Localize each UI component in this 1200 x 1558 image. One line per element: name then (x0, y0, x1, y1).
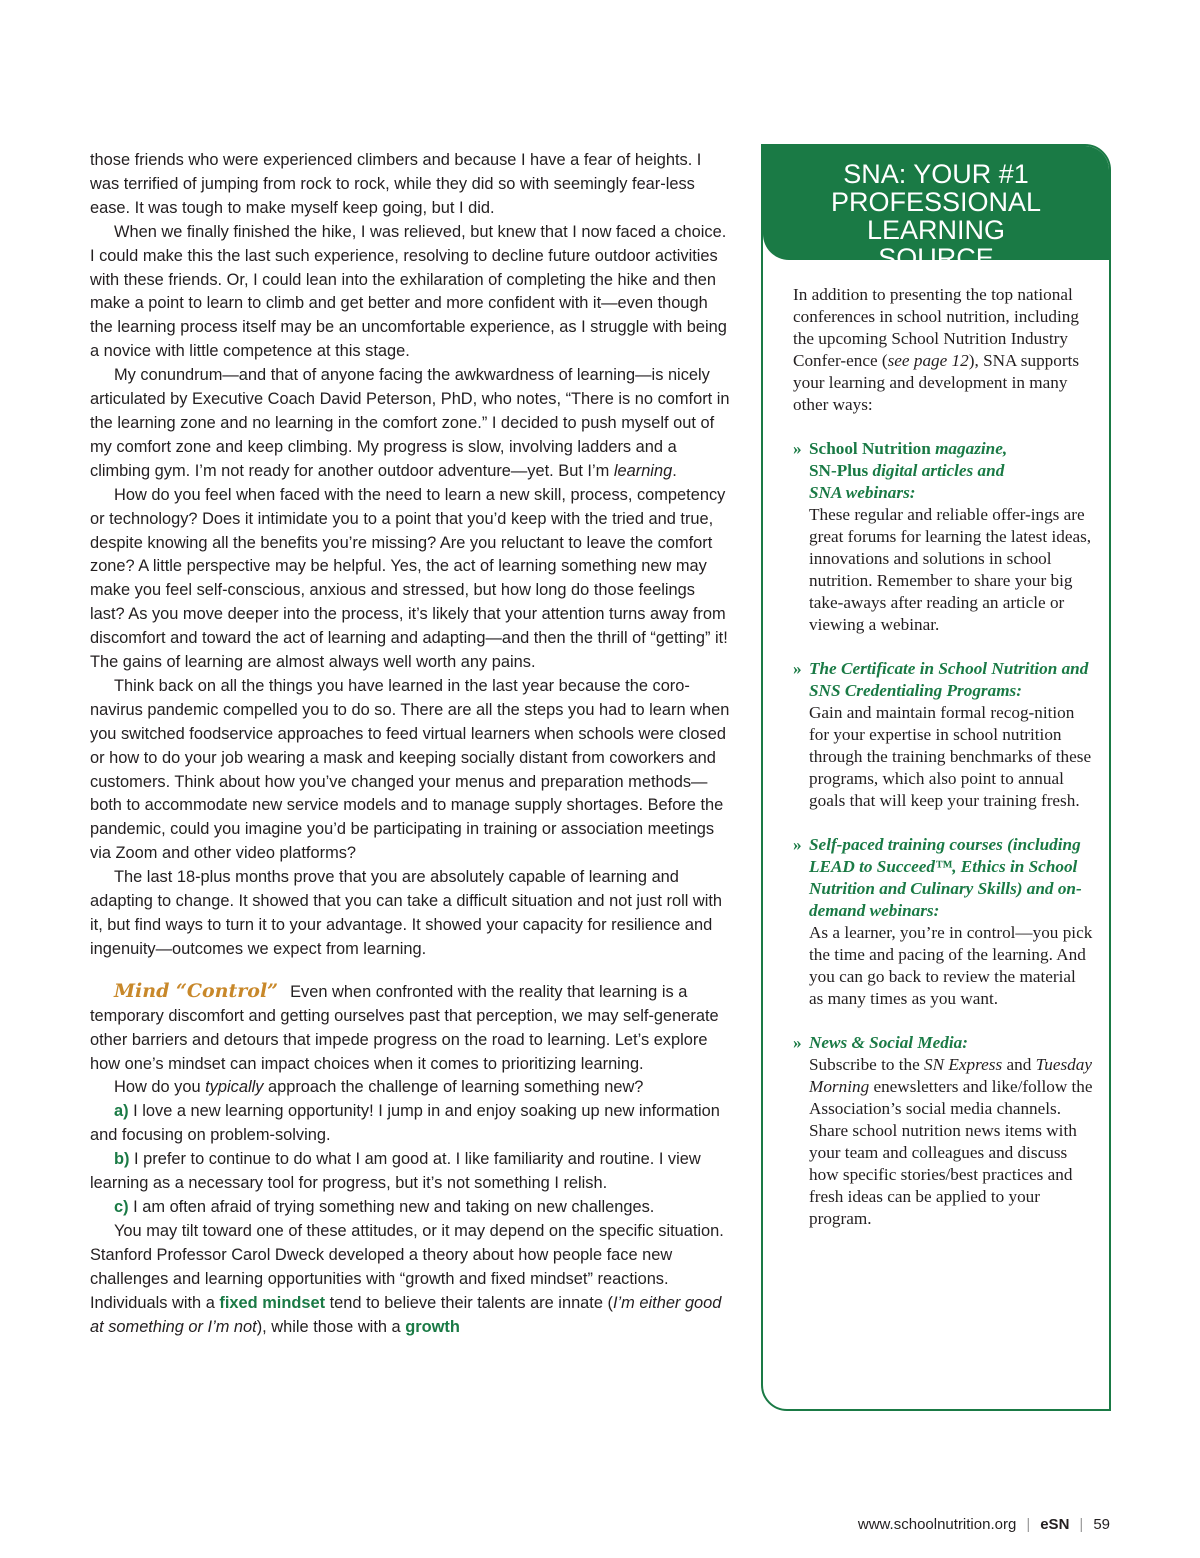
section-heading: Mind “Control” (114, 979, 279, 1002)
paragraph: Think back on all the things you have learned in the last year because the coro-navirus pandemic compelled you to do so. There are all the steps you had to learn when you switched foodservice approaches to feed virtual learners when schools were closed or how to do your job wearing a mask and keeping socially distant from coworkers and customers. Think about how you’ve changed your menus and preparation methods—both to accommodate new service models and to manage supply shortages. Before the pandemic, could you imagine you’d be participating in training or association meetings via Zoom and other video platforms? (90, 676, 730, 863)
page-footer: www.schoolnutrition.org | eSN | 59 (857, 1516, 1110, 1533)
bullet-icon: » (793, 659, 802, 678)
paragraph: When we finally finished the hike, I was relieved, but knew that I now faced a choice. I could make this the last such experience, resolving to decline future outdoor activities with these friends. Or, I could lean into the exhilaration of completing the hike and then make a point to learn to climb and get better and more confident with it—even though the learning process itself may be an uncomfortable experience, as I struggle with being a novice with little competence at this stage. (90, 222, 727, 361)
sidebar-item: » Self-paced training courses (including LEAD to Succeed™, Ethics in School Nutrition and Culinary Skills) and on-demand webinars: As a learner, you’re in control—you pick the time and pacing of the learning. And you can go back to review the material as many times as you want. (793, 835, 1093, 1008)
sidebar-item: » The Certificate in School Nutrition and SNS Credentialing Programs: Gain and maintain formal recog-nition for your expertise in school nutrition through the training benchmarks of these programs, which also point to annual goals that will keep your training fresh. (793, 659, 1092, 810)
footer-brand: eSN (1040, 1516, 1070, 1533)
paragraph: How do you typically approach the challenge of learning something new? (114, 1078, 644, 1097)
bullet-icon: » (793, 835, 802, 854)
option-c: c) I am often afraid of trying something new and taking on new challenges. (114, 1197, 655, 1216)
paragraph: How do you feel when faced with the need to learn a new skill, process, competency or technology? Does it intimidate you to a point that you’d keep with the tried and true, despite knowing all the benefits you’re missing? Are you reluctant to leave the comfort zone? A little perspective may be helpful. Yes, the act of learning something new may make you feel self-conscious, anxious and stressed, but how long do those feelings last? As you move deeper into the process, it’s likely that your attention turns away from discomfort and toward the act of learning and adapting—and then the thrill of “getting” it! The gains of learning are almost always well worth any pains. (90, 485, 728, 672)
bullet-icon: » (793, 439, 802, 458)
sidebar-intro: In addition to presenting the top national conferences in school nutrition, including the upcoming School Nutrition Industry Confer-ence (see page 12), SNA supports your learning and development in many other ways: (793, 285, 1080, 414)
footer-url: www.schoolnutrition.org (857, 1516, 1017, 1533)
sidebar-item: » News & Social Media: Subscribe to the SN Express and Tuesday Morning enewsletters and like/follow the Association’s social media channels. Share school nutrition news items with your team and colleagues and discuss how specific stories/best practices and fresh ideas can be applied to your program. (793, 1033, 1093, 1228)
paragraph: My conundrum—and that of anyone facing the awkwardness of learning—is nicely articulated by Executive Coach David Peterson, PhD, who notes, “There is no comfort in the learning zone and no learning in the comfort zone.” I decided to push myself out of my comfort zone and keep climbing. My progress is slow, involving ladders and a climbing gym. I’m not ready for another outdoor adventure—yet. But I’m learning. (90, 366, 730, 480)
option-a: a) I love a new learning opportunity! I jump in and enjoy soaking up new information and focusing on problem-solving. (90, 1102, 720, 1145)
paragraph: Mind “Control” Even when confronted with the reality that learning is a temporary discomfort and getting ourselves past that perception, we may self-generate other barriers and detours that impede progress on the road to learning. Let’s explore how one’s mindset can impact choices when it comes to prioritizing learning. (90, 979, 719, 1073)
paragraph: those friends who were experienced climbers and because I have a fear of heights. I was terrified of jumping from rock to rock, while they did so with seemingly fear-less ease. It was tough to make myself keep going, but I did. (90, 151, 702, 217)
paragraph: You may tilt toward one of these attitudes, or it may depend on the specific situation. Stanford Professor Carol Dweck developed a theory about how people face new challenges and learning opportunities with “growth and fixed mindset” reactions. Individuals with a fixed mindset tend to believe their talents are innate (I’m either good at something or I’m not), while those with a growth (90, 1221, 724, 1336)
sidebar-content (793, 284, 1093, 1230)
bullet-icon: » (793, 1033, 802, 1052)
sidebar-title: SNA: YOUR #1 PROFESSIONAL LEARNING SOURCE (763, 146, 1109, 260)
option-b: b) I prefer to continue to do what I am good at. I like familiarity and routine. I view learning as a necessary tool for progress, but it’s not something I relish. (90, 1150, 701, 1193)
page-number: 59 (1093, 1516, 1110, 1533)
sidebar-item: » School Nutrition magazine, SN-Plus digital articles and SNA webinars: These regular and reliable offer-ings are great forums for learning the latest ideas, innovations and solutions in school nutrition. Remember to share your big take-aways after reading an article or viewing a webinar. (793, 439, 1092, 634)
paragraph: The last 18-plus months prove that you are absolutely capable of learning and adapting to change. It showed that you can take a difficult situation and not just roll with it, but find ways to turn it to your advantage. It showed your capacity for resilience and ingenuity—outcomes we expect from learning. (90, 868, 723, 958)
sidebar-box (761, 144, 1111, 1411)
article-body (90, 149, 732, 1339)
